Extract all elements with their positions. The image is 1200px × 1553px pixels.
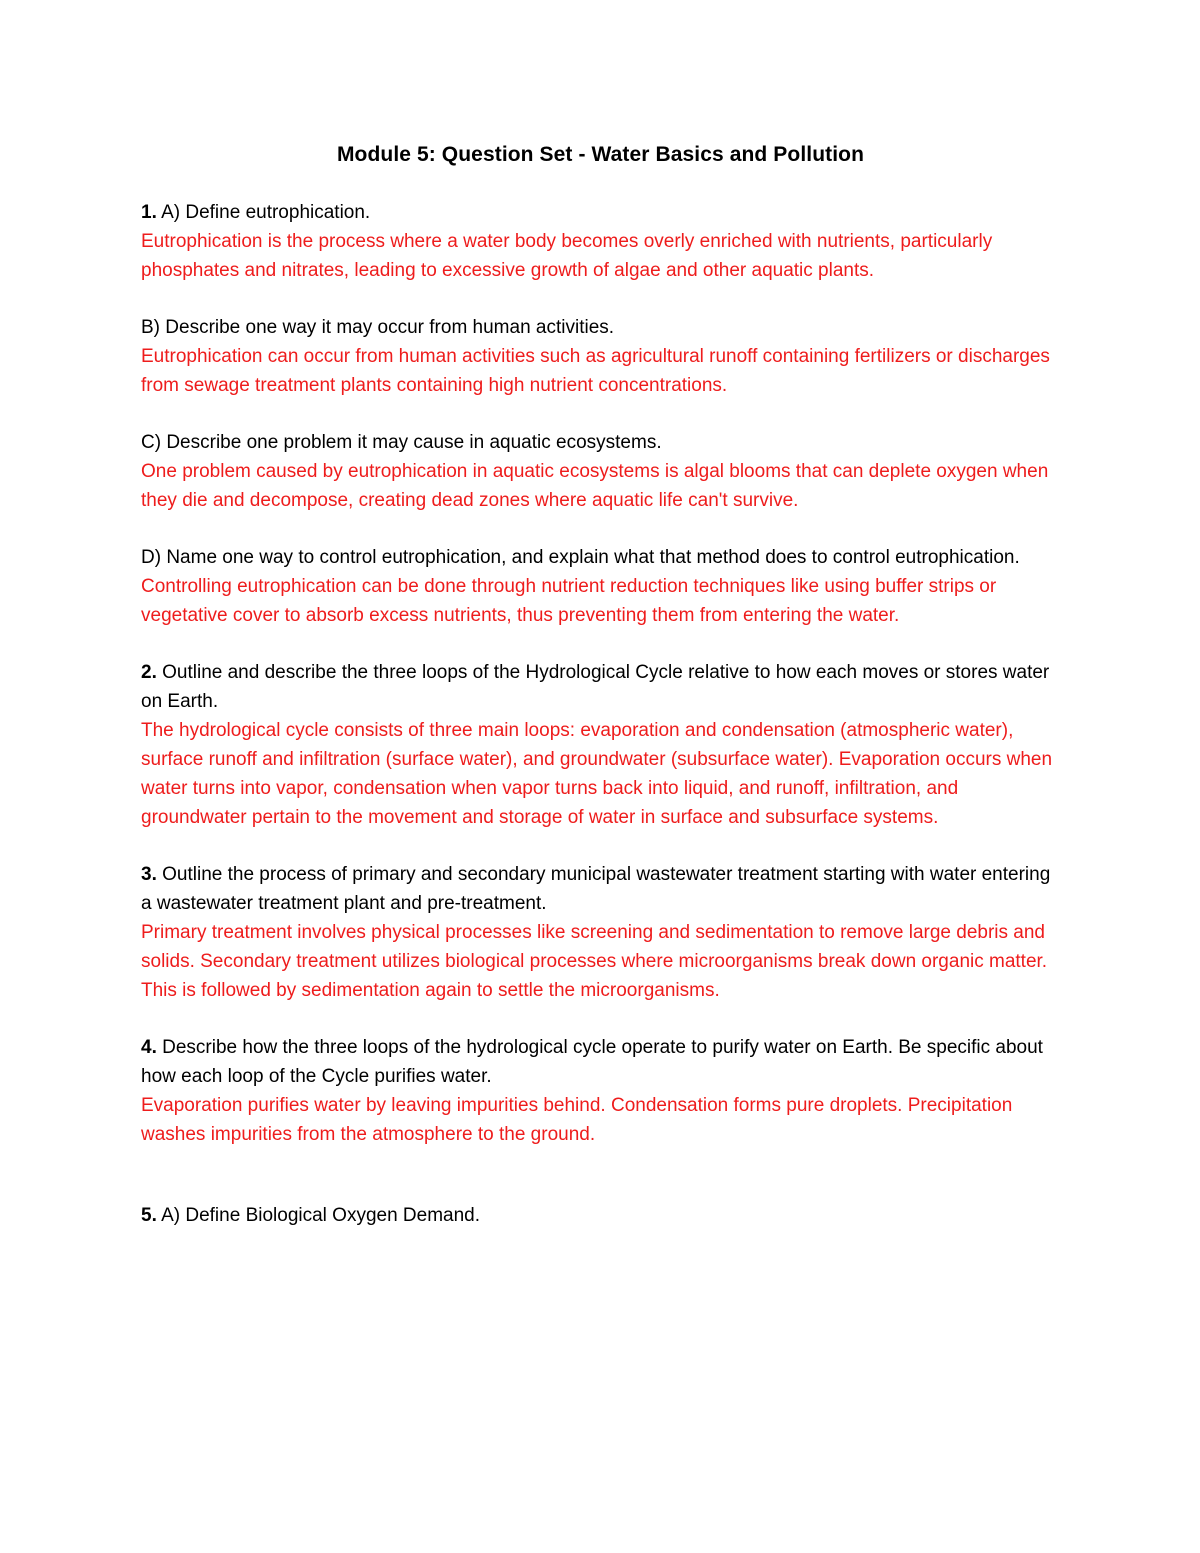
question-text xyxy=(141,658,1060,716)
question-number: 2. xyxy=(141,662,157,683)
answer-text: Eutrophication can occur from human activities such as agricultural runoff containing fertilizers or discharges from sewage treatment plants containing high nutrient concentrations. xyxy=(141,346,1050,396)
answer-text: The hydrological cycle consists of three main loops: evaporation and condensation (atmospheric water), surface runoff and infiltration (surface water), and groundwater (subsurface water). Evaporation occurs when water turns into vapor, condensation when vapor turns back into liquid, and runoff, infiltration, and groundwater pertain to the movement and storage of water in surface and subsurface systems. xyxy=(141,720,1053,828)
question-prompt: A) Define eutrophication. xyxy=(156,202,371,223)
question-1-d xyxy=(141,543,1060,630)
question-prompt: C) Describe one problem it may cause in aquatic ecosystems. xyxy=(141,432,662,453)
question-number: 5. xyxy=(141,1205,157,1226)
question-number: 1. xyxy=(141,202,157,223)
question-number: 3. xyxy=(141,864,157,885)
question-prompt: A) Define Biological Oxygen Demand. xyxy=(156,1205,481,1226)
question-1-c xyxy=(141,428,1060,515)
question-text xyxy=(141,198,1060,227)
question-text xyxy=(141,1033,1060,1091)
answer-text: One problem caused by eutrophication in aquatic ecosystems is algal blooms that can deplete oxygen when they die and decompose, creating dead zones where aquatic life can't survive. xyxy=(141,461,1049,511)
page-title: Module 5: Question Set - Water Basics and Pollution xyxy=(336,143,865,166)
question-prompt: B) Describe one way it may occur from human activities. xyxy=(141,317,615,338)
question-4 xyxy=(141,1033,1060,1149)
question-number: 4. xyxy=(141,1037,157,1058)
question-2 xyxy=(141,658,1060,832)
question-1-a xyxy=(141,198,1060,285)
question-prompt: D) Name one way to control eutrophication, and explain what that method does to control eutrophication. xyxy=(141,547,1020,568)
question-1-b xyxy=(141,313,1060,400)
question-text xyxy=(141,860,1060,918)
answer-text: Eutrophication is the process where a water body becomes overly enriched with nutrients, particularly phosphates and nitrates, leading to excessive growth of algae and other aquatic plants. xyxy=(141,231,993,281)
question-3 xyxy=(141,860,1060,1005)
question-prompt: Describe how the three loops of the hydrological cycle operate to purify water on Earth. Be specific about how each loop of the Cycle purifies water. xyxy=(141,1037,1043,1087)
question-text xyxy=(141,1201,1060,1230)
answer-text: Controlling eutrophication can be done through nutrient reduction techniques like using buffer strips or vegetative cover to absorb excess nutrients, thus preventing them from entering the water. xyxy=(141,576,997,626)
question-prompt: Outline and describe the three loops of the Hydrological Cycle relative to how each moves or stores water on Earth. xyxy=(141,662,1050,712)
answer-text: Evaporation purifies water by leaving impurities behind. Condensation forms pure droplets. Precipitation washes impurities from the atmosphere to the ground. xyxy=(141,1095,1013,1145)
question-prompt: Outline the process of primary and secondary municipal wastewater treatment starting with water entering a wastewater treatment plant and pre-treatment. xyxy=(141,864,1051,914)
question-5-a xyxy=(141,1201,1060,1230)
answer-text: Primary treatment involves physical processes like screening and sedimentation to remove large debris and solids. Secondary treatment utilizes biological processes where microorganisms break down organic matter. This is followed by sedimentation again to settle the microorganisms. xyxy=(141,922,1048,1001)
